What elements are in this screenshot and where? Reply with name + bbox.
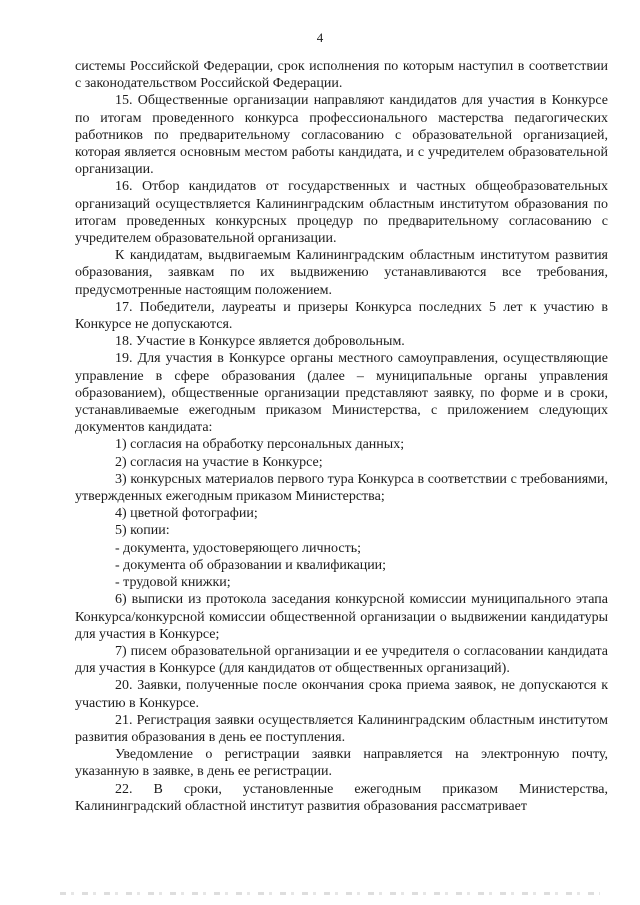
page-number: 4 <box>316 30 324 45</box>
list-subitem-education-document: - документа об образовании и квалификации; <box>115 557 387 573</box>
clause-21-notification: Уведомление о регистрации заявки направляется на электронную почту, указанную в заявке, в день ее регистрации. <box>75 747 608 780</box>
document-body <box>75 58 608 815</box>
list-item-materials: 3) конкурсных материалов первого тура Конкурса в соответствии с требованиями, утвержденных ежегодным приказом Министерства; <box>75 471 608 505</box>
clause-15: 15. Общественные организации направляют кандидатов для участия в Конкурсе по итогам проведенного конкурса профессионального мастерства педагогических работников по предварительному согласованию с образовательной организацией, которая является основным местом работы кандидата, и с учредителем образовательной организации. <box>75 93 608 178</box>
paragraph-continuation: системы Российской Федерации, срок исполнения по которым наступил в соответствии с законодательством Российской Федерации. <box>75 59 608 92</box>
list-item-letters: 7) писем образовательной организации и ее учредителя о согласовании кандидата для участия в Конкурсе (для кандидатов от общественных организаций). <box>75 643 608 677</box>
scan-artifact <box>60 892 600 895</box>
list-item-protocol-extract: 6) выписки из протокола заседания конкурсной комиссии муниципального этапа Конкурса/конкурсной комиссии общественной организации о выдвижении кандидатуры для участия в Конкурсе; <box>75 592 608 642</box>
clause-19: 19. Для участия в Конкурсе органы местного самоуправления, осуществляющие управление в сфере образования (далее – муниципальные органы управления образованием), общественные организации представляют заявку, по форме и в сроки, устанавливаемые ежегодным приказом Министерства, с приложением следующих документов кандидата: <box>75 351 608 436</box>
clause-20: 20. Заявки, полученные после окончания срока приема заявок, не допускаются к участию в Конкурсе. <box>75 678 608 711</box>
clause-21: 21. Регистрация заявки осуществляется Калининградским областным институтом развития образования в день ее поступления. <box>75 712 608 745</box>
clause-22: 22. В сроки, установленные ежегодным приказом Министерства, Калининградский областной институт развития образования рассматривает <box>75 781 608 814</box>
list-subitem-id-document: - документа, удостоверяющего личность; <box>115 540 362 556</box>
list-item-photo: 4) цветной фотографии; <box>115 506 258 522</box>
clause-16: 16. Отбор кандидатов от государственных и частных общеобразовательных организаций осуществляется Калининградским областным институтом образования по итогам проведенных конкурсных процедур по предварительному согласованию с учредителем образовательной организации. <box>75 179 608 247</box>
list-item-copies: 5) копии: <box>115 523 170 539</box>
clause-18: 18. Участие в Конкурсе является добровольным. <box>115 334 405 350</box>
list-item-consent-participation: 2) согласия на участие в Конкурсе; <box>115 454 323 470</box>
clause-17: 17. Победители, лауреаты и призеры Конкурса последних 5 лет к участию в Конкурсе не допускаются. <box>75 299 608 333</box>
list-subitem-work-book: - трудовой книжки; <box>115 575 231 591</box>
clause-16-requirements: К кандидатам, выдвигаемым Калининградским областным институтом развития образования, заявкам по их выдвижению устанавливаются все требования, предусмотренные настоящим положением. <box>75 248 608 298</box>
list-item-consent-data: 1) согласия на обработку персональных данных; <box>115 437 405 453</box>
